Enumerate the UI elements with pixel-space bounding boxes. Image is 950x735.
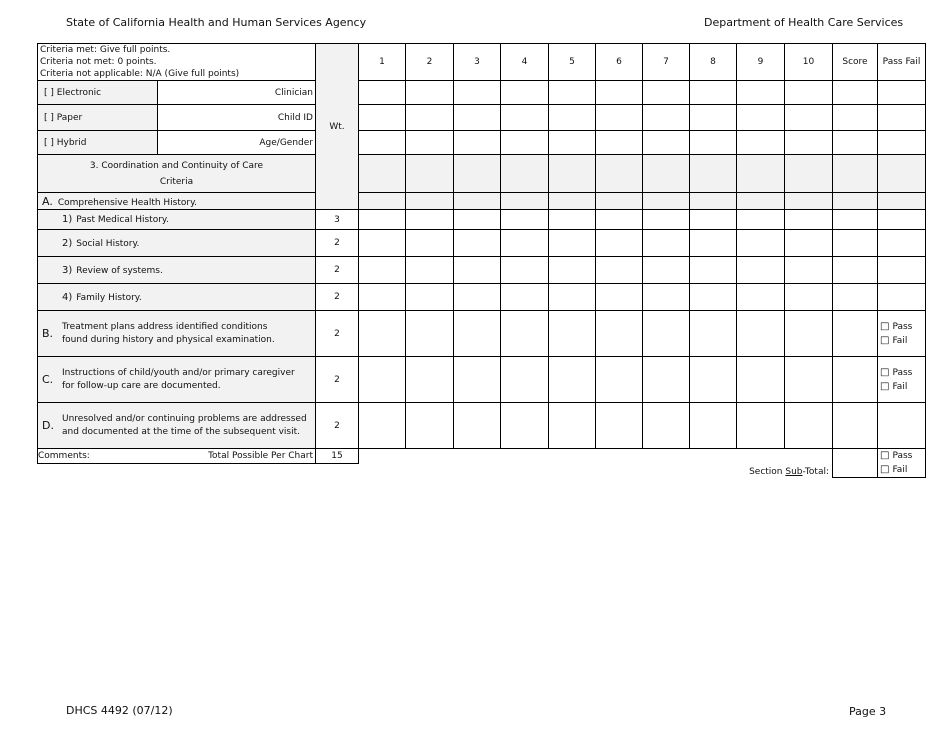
cell[interactable] (406, 131, 454, 155)
pass-checkbox[interactable]: □ Pass (880, 320, 913, 332)
cell[interactable] (785, 284, 833, 311)
cell[interactable] (406, 357, 454, 403)
cell[interactable] (359, 311, 406, 357)
item-d: D. Unresolved and/or continuing problems are addressed and documented at the time of the subsequent visit. (38, 403, 316, 449)
pass-checkbox[interactable]: □ Pass (880, 450, 913, 461)
chart-col-1: 1 (359, 44, 406, 81)
cell[interactable] (549, 284, 596, 311)
cell[interactable] (690, 284, 737, 311)
cell (690, 155, 737, 193)
cell[interactable] (878, 131, 926, 155)
cell[interactable] (549, 105, 596, 131)
cell[interactable] (454, 81, 501, 105)
cell[interactable] (501, 81, 549, 105)
cell (785, 155, 833, 193)
cell[interactable] (833, 210, 878, 230)
score-header: Score (833, 44, 878, 81)
weight-value: 2 (316, 357, 359, 403)
cell[interactable] (359, 357, 406, 403)
pass-fail-section[interactable] (878, 449, 926, 478)
weight-value: 2 (316, 284, 359, 311)
weight-header: Wt. (316, 44, 359, 210)
chart-col-3: 3 (454, 44, 501, 81)
weight-value: 2 (316, 257, 359, 284)
subtotal-score[interactable] (833, 449, 878, 478)
cell (737, 155, 785, 193)
cell[interactable] (690, 210, 737, 230)
cell (833, 155, 878, 193)
cell[interactable] (359, 81, 406, 105)
fail-checkbox[interactable]: □ Fail (880, 464, 908, 475)
cell[interactable] (406, 257, 454, 284)
department-name: Department of Health Care Services (704, 16, 904, 29)
subitem-review-of-systems: 3) Review of systems. (38, 257, 316, 284)
cell[interactable] (690, 81, 737, 105)
cell[interactable] (596, 311, 643, 357)
legend-not-met: Criteria not met: 0 points. (40, 57, 157, 67)
age-gender-label: Age/Gender (158, 131, 316, 155)
cell[interactable] (833, 230, 878, 257)
cell[interactable] (454, 284, 501, 311)
cell[interactable] (785, 357, 833, 403)
chart-col-5: 5 (549, 44, 596, 81)
cell[interactable] (454, 210, 501, 230)
weight-value: 3 (316, 210, 359, 230)
cell[interactable] (737, 210, 785, 230)
cell[interactable] (596, 230, 643, 257)
cell[interactable] (549, 257, 596, 284)
chart-col-10: 10 (785, 44, 833, 81)
cell[interactable] (737, 357, 785, 403)
page-number: Page 3 (849, 705, 887, 718)
item-b: B. Treatment plans address identified conditions found during history and physical examination. (38, 311, 316, 357)
cell[interactable] (785, 105, 833, 131)
criteria-legend (38, 44, 316, 81)
cell[interactable] (643, 210, 690, 230)
cell[interactable] (643, 131, 690, 155)
cell[interactable] (833, 257, 878, 284)
cell[interactable] (737, 284, 785, 311)
cell[interactable] (878, 105, 926, 131)
cell[interactable] (833, 284, 878, 311)
cell[interactable] (501, 403, 549, 449)
item-c: C. Instructions of child/youth and/or primary caregiver for follow-up care are documented. (38, 357, 316, 403)
cell[interactable] (359, 230, 406, 257)
cell[interactable] (406, 105, 454, 131)
cell[interactable] (501, 131, 549, 155)
cell[interactable] (596, 257, 643, 284)
cell[interactable] (501, 357, 549, 403)
fail-checkbox[interactable]: □ Fail (880, 380, 908, 392)
subitem-family-history: 4) Family History. (38, 284, 316, 311)
cell[interactable] (549, 210, 596, 230)
cell (833, 193, 878, 210)
cell[interactable] (596, 403, 643, 449)
chart-col-2: 2 (406, 44, 454, 81)
cell (878, 155, 926, 193)
cell[interactable] (643, 357, 690, 403)
cell[interactable] (359, 403, 406, 449)
chart-col-4: 4 (501, 44, 549, 81)
total-possible-value: 15 (316, 449, 359, 464)
cell[interactable] (549, 81, 596, 105)
cell[interactable] (785, 230, 833, 257)
cell (406, 193, 454, 210)
weight-value: 2 (316, 230, 359, 257)
cell[interactable] (406, 311, 454, 357)
cell (690, 193, 737, 210)
cell[interactable] (690, 357, 737, 403)
cell (501, 193, 549, 210)
review-form-table (37, 43, 926, 478)
cell (359, 193, 406, 210)
cell[interactable] (454, 131, 501, 155)
cell (549, 193, 596, 210)
cell[interactable] (878, 257, 926, 284)
cell[interactable] (878, 81, 926, 105)
cell[interactable] (833, 131, 878, 155)
cell[interactable] (833, 357, 878, 403)
cell (596, 193, 643, 210)
subitem-social-history: 2) Social History. (38, 230, 316, 257)
cell[interactable] (501, 311, 549, 357)
total-possible-label: Total Possible Per Chart (158, 449, 316, 464)
cell (643, 193, 690, 210)
cell[interactable] (549, 230, 596, 257)
cell (501, 155, 549, 193)
cell[interactable] (406, 210, 454, 230)
cell[interactable] (690, 311, 737, 357)
cell (737, 193, 785, 210)
cell (359, 155, 406, 193)
cell[interactable] (596, 284, 643, 311)
cell (596, 155, 643, 193)
cell[interactable] (737, 257, 785, 284)
cell[interactable] (643, 311, 690, 357)
legend-na: Criteria not applicable: N/A (Give full points) (40, 69, 240, 79)
cell[interactable] (833, 403, 878, 449)
checkbox-icon: □ (880, 380, 890, 392)
cell[interactable] (596, 131, 643, 155)
cell[interactable] (596, 105, 643, 131)
checkbox-icon: □ (880, 320, 890, 332)
chart-col-8: 8 (690, 44, 737, 81)
cell[interactable] (549, 131, 596, 155)
item-a: A. Comprehensive Health History. (38, 193, 316, 210)
cell[interactable] (454, 357, 501, 403)
cell[interactable] (878, 230, 926, 257)
cell[interactable] (737, 81, 785, 105)
fail-checkbox[interactable]: □ Fail (880, 334, 908, 346)
cell[interactable] (833, 311, 878, 357)
cell (454, 193, 501, 210)
section-subtotal-label: Section Sub-Total: (749, 466, 829, 477)
cell[interactable] (737, 403, 785, 449)
cell (785, 193, 833, 210)
cell[interactable] (454, 311, 501, 357)
chart-col-6: 6 (596, 44, 643, 81)
cell[interactable] (785, 257, 833, 284)
agency-name: State of California Health and Human Services Agency (66, 16, 367, 29)
cell[interactable] (359, 131, 406, 155)
spacer (38, 463, 359, 478)
cell[interactable] (501, 284, 549, 311)
cell[interactable] (454, 230, 501, 257)
cell[interactable] (643, 81, 690, 105)
clinician-label: Clinician (158, 81, 316, 105)
cell[interactable] (596, 210, 643, 230)
cell[interactable] (406, 230, 454, 257)
cell[interactable] (690, 403, 737, 449)
pass-fail-c[interactable] (878, 357, 926, 403)
passfail-header: Pass Fail (878, 44, 926, 81)
cell (549, 155, 596, 193)
cell[interactable] (690, 131, 737, 155)
checkbox-icon: □ (880, 334, 890, 346)
cell[interactable] (501, 105, 549, 131)
cell[interactable] (501, 257, 549, 284)
cell[interactable] (643, 230, 690, 257)
record-type-hybrid[interactable]: [ ] Hybrid (38, 131, 158, 155)
record-type-paper[interactable]: [ ] Paper (38, 105, 158, 131)
chart-col-7: 7 (643, 44, 690, 81)
pass-checkbox[interactable]: □ Pass (880, 366, 913, 378)
cell[interactable] (643, 403, 690, 449)
cell[interactable] (406, 403, 454, 449)
cell[interactable] (406, 284, 454, 311)
cell[interactable] (643, 284, 690, 311)
cell[interactable] (454, 105, 501, 131)
cell (643, 155, 690, 193)
cell[interactable] (549, 357, 596, 403)
cell[interactable] (878, 210, 926, 230)
legend-met: Criteria met: Give full points. (40, 45, 171, 55)
cell[interactable] (785, 311, 833, 357)
cell[interactable] (501, 230, 549, 257)
cell[interactable] (690, 257, 737, 284)
checkbox-icon: □ (880, 464, 890, 475)
cell (878, 193, 926, 210)
cell[interactable] (878, 403, 926, 449)
cell[interactable] (737, 230, 785, 257)
cell[interactable] (549, 403, 596, 449)
cell[interactable] (501, 210, 549, 230)
cell[interactable] (737, 131, 785, 155)
cell (454, 155, 501, 193)
checkbox-icon: □ (880, 366, 890, 378)
cell[interactable] (359, 257, 406, 284)
cell[interactable] (737, 311, 785, 357)
cell[interactable] (785, 403, 833, 449)
chart-col-9: 9 (737, 44, 785, 81)
section-title: 3. Coordination and Continuity of Care Criteria (38, 155, 316, 193)
cell[interactable] (596, 81, 643, 105)
cell[interactable] (785, 81, 833, 105)
cell[interactable] (690, 230, 737, 257)
weight-value: 2 (316, 403, 359, 449)
cell[interactable] (359, 284, 406, 311)
cell[interactable] (643, 257, 690, 284)
cell[interactable] (737, 105, 785, 131)
form-id: DHCS 4492 (07/12) (66, 704, 173, 717)
subitem-past-medical-history: 1) Past Medical History. (38, 210, 316, 230)
record-type-electronic[interactable]: [ ] Electronic (38, 81, 158, 105)
weight-value: 2 (316, 311, 359, 357)
cell[interactable] (549, 311, 596, 357)
cell[interactable] (833, 105, 878, 131)
cell[interactable] (643, 105, 690, 131)
cell[interactable] (359, 105, 406, 131)
cell[interactable] (833, 81, 878, 105)
cell[interactable] (785, 131, 833, 155)
cell[interactable] (454, 257, 501, 284)
pass-fail-b[interactable] (878, 311, 926, 357)
cell[interactable] (454, 403, 501, 449)
child-id-label: Child ID (158, 105, 316, 131)
cell[interactable] (596, 357, 643, 403)
cell[interactable] (785, 210, 833, 230)
cell[interactable] (878, 284, 926, 311)
cell[interactable] (406, 81, 454, 105)
checkbox-icon: □ (880, 450, 890, 461)
cell[interactable] (359, 210, 406, 230)
comments-label: Comments: (38, 449, 158, 464)
cell[interactable] (690, 105, 737, 131)
cell (406, 155, 454, 193)
